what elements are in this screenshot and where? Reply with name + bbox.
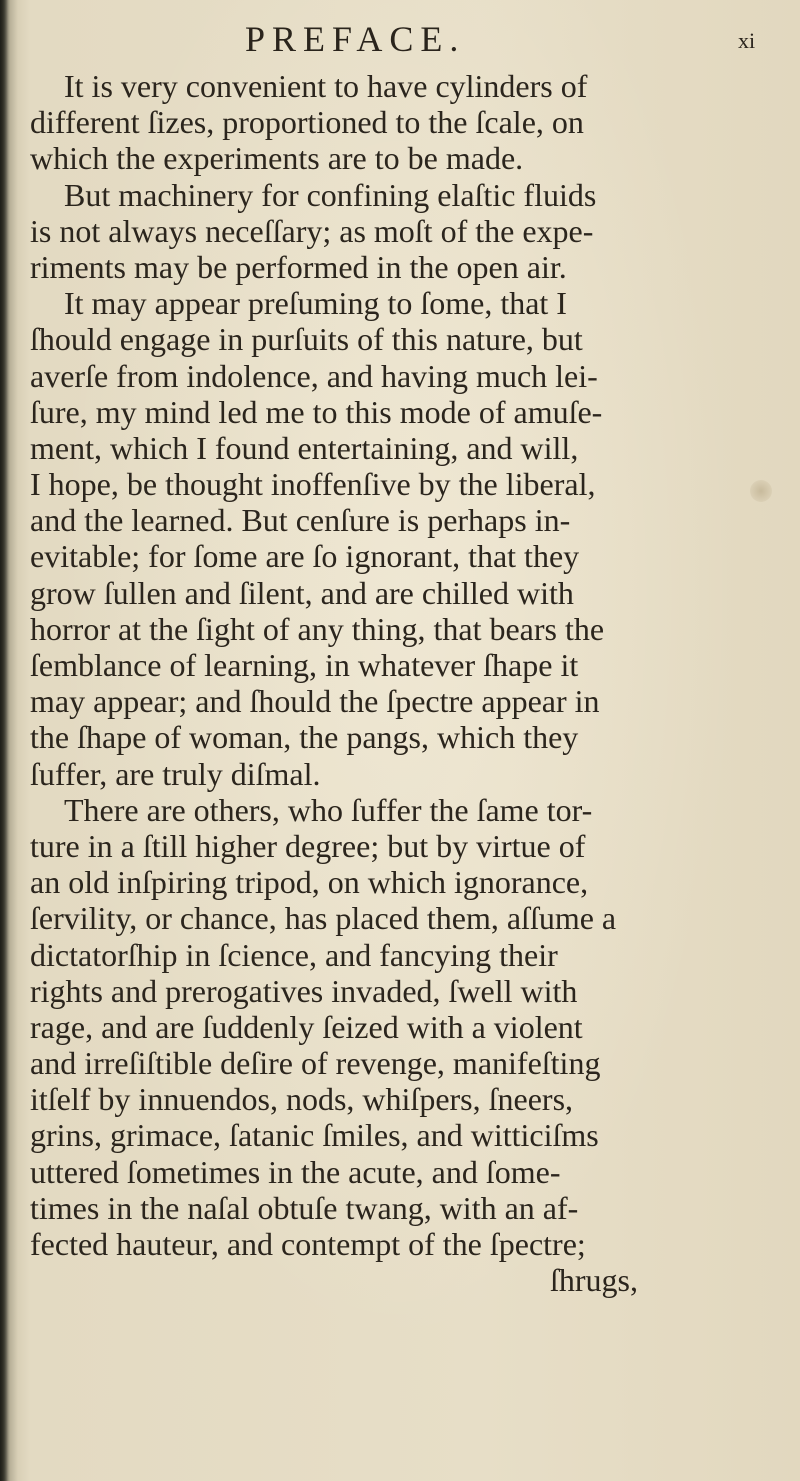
text-line: grow ſullen and ſilent, and are chilled with xyxy=(30,574,574,611)
text-line: an old inſpiring tripod, on which ignorance, xyxy=(30,864,589,901)
text-line: the ſhape of woman, the pangs, which they xyxy=(30,719,579,756)
text-line: different ſizes, proportioned to the ſcale, on xyxy=(30,104,584,141)
text-line: ſuffer, are truly diſmal. xyxy=(30,755,321,792)
text-line: ſure, my mind led me to this mode of amuſe- xyxy=(30,393,603,430)
text-line: riments may be performed in the open air. xyxy=(30,248,567,285)
text-line: grins, grimace, ſatanic ſmiles, and witticiſms xyxy=(30,1117,599,1154)
text-line: horror at the ſight of any thing, that bears the xyxy=(30,610,605,647)
catchword: ſhrugs, xyxy=(550,1262,638,1299)
gutter-shadow xyxy=(0,0,8,1481)
text-line: evitable; for ſome are ſo ignorant, that they xyxy=(30,538,580,575)
text-line: ture in a ſtill higher degree; but by virtue of xyxy=(30,827,586,864)
text-line: which the experiments are to be made. xyxy=(30,140,524,177)
text-line: But machinery for confining elaſtic fluids xyxy=(64,176,597,213)
running-head xyxy=(0,18,800,68)
text-line: rage, and are ſuddenly ſeized with a violent xyxy=(30,1008,583,1045)
text-line: dictatorſhip in ſcience, and fancying their xyxy=(30,936,558,973)
text-line: itſelf by innuendos, nods, whiſpers, ſneers, xyxy=(30,1081,574,1118)
text-line: times in the naſal obtuſe twang, with an af- xyxy=(30,1189,579,1226)
text-line: rights and prerogatives invaded, ſwell with xyxy=(30,972,578,1009)
text-line: uttered ſometimes in the acute, and ſome- xyxy=(30,1153,561,1190)
page-number: xi xyxy=(738,28,756,53)
text-line: It is very convenient to have cylinders of xyxy=(64,68,588,104)
text-line: ſervility, or chance, has placed them, aſſume a xyxy=(30,900,617,937)
text-line: fected hauteur, and contempt of the ſpectre; xyxy=(30,1226,586,1262)
text-line: averſe from indolence, and having much lei- xyxy=(30,357,598,394)
text-line: is not always neceſſary; as moſt of the expe- xyxy=(30,212,594,249)
text-line: and irreſiſtible deſire of revenge, manifeſting xyxy=(30,1045,601,1082)
text-line: may appear; and ſhould the ſpectre appear in xyxy=(30,683,600,720)
text-line: I hope, be thought inoffenſive by the liberal, xyxy=(30,466,596,503)
running-title: PREFACE. xyxy=(245,19,466,59)
text-line: There are others, who ſuffer the ſame tor- xyxy=(64,791,593,828)
text-line: It may appear preſuming to ſome, that I xyxy=(64,285,567,322)
text-line: and the learned. But cenſure is perhaps in- xyxy=(30,502,571,539)
text-line: ſemblance of learning, in whatever ſhape it xyxy=(30,647,579,683)
text-line: ſhould engage in purſuits of this nature, but xyxy=(30,321,583,358)
text-line: ment, which I found entertaining, and will, xyxy=(30,429,579,466)
body-text xyxy=(30,68,775,1298)
